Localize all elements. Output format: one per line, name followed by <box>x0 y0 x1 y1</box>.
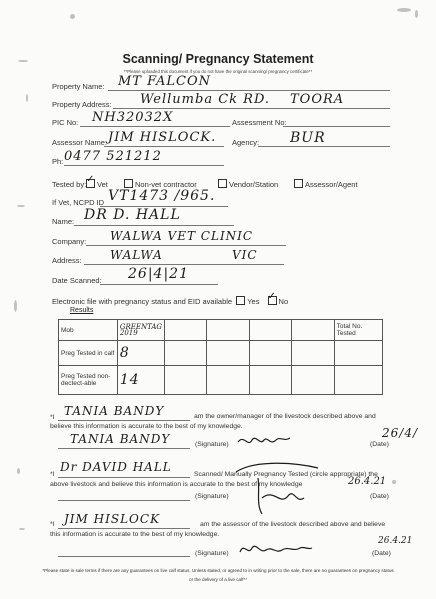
mob-value-cell <box>117 320 164 341</box>
assessor-name-label: Assessor Name: <box>52 138 108 147</box>
nonvet-option-label: Non-vet contractor <box>135 180 197 189</box>
row-value-cell <box>117 341 164 366</box>
electronic-file-label: Electronic file with pregnancy status and EID available <box>52 297 233 306</box>
table-cell <box>249 341 291 366</box>
declaration-3-signature-label: (Signature) <box>195 550 229 557</box>
mob-value: GREENTAG 2019 <box>119 323 162 337</box>
scan-speck <box>415 10 418 18</box>
table-cell <box>292 366 334 395</box>
table-cell <box>207 341 249 366</box>
pic-no-line <box>80 126 230 127</box>
declaration-1-text: am the owner/manager of the livestock described above and <box>194 413 376 420</box>
agency-label: Agency: <box>232 138 260 147</box>
results-table <box>58 319 383 395</box>
declaration-3-date: 26.4.21 <box>378 536 413 546</box>
date-scanned-line <box>100 284 218 285</box>
company-label: Company: <box>52 237 87 246</box>
declaration-1-signature <box>234 430 294 452</box>
agency-line <box>258 146 390 147</box>
declaration-1-print-name: TANIA BANDY <box>70 432 171 446</box>
phone-line <box>64 165 224 166</box>
table-cell <box>165 320 207 341</box>
property-name-label: Property Name: <box>52 82 105 91</box>
nonvet-checkbox[interactable] <box>124 179 133 188</box>
electronic-yes-checkbox[interactable] <box>236 296 245 305</box>
declaration-1-name: TANIA BANDY <box>64 404 165 418</box>
assessor-option-label: Assessor/Agent <box>305 180 358 189</box>
checkmark-icon: ✓ <box>267 291 277 302</box>
declaration-3-signature <box>236 540 316 558</box>
company-line <box>86 245 286 246</box>
declaration-1-name-line <box>58 420 190 421</box>
property-name-value: MT FALCON <box>118 74 212 89</box>
table-row <box>59 366 383 395</box>
declaration-1-date: 26/4/ <box>382 426 418 440</box>
phone-label: Ph: <box>52 157 64 166</box>
address-line <box>84 264 284 265</box>
table-cell <box>292 320 334 341</box>
declaration-3-print-line <box>58 556 190 557</box>
electronic-file-row <box>52 291 289 306</box>
electronic-no-checkbox[interactable] <box>267 291 277 305</box>
assessment-no-line <box>283 126 390 127</box>
declaration-3-date-label: (Date) <box>372 550 391 557</box>
row-label-cell: Preg Tested in calf <box>59 341 118 366</box>
property-address-value: Wellumba Ck RD. <box>140 92 271 107</box>
table-cell <box>292 341 334 366</box>
row-label-cell: Preg Tested non-dectect-able <box>59 366 118 395</box>
declaration-1-text2: believe this information is accurate to the best of my knowledge. <box>50 423 243 430</box>
total-tested-header: Total No. Tested <box>334 320 382 341</box>
checkmark-icon: ✓ <box>86 174 96 185</box>
declaration-1-marker: *I <box>50 414 55 421</box>
phone-value: 0477 521212 <box>64 149 162 164</box>
table-cell <box>165 366 207 395</box>
name-label: Name: <box>52 217 75 226</box>
electronic-no-label: No <box>278 297 289 306</box>
address-state: VIC <box>232 248 258 262</box>
non-detectable-value: 14 <box>119 372 140 388</box>
scan-speck <box>19 528 25 530</box>
assessor-checkbox[interactable] <box>294 179 303 188</box>
declaration-3-text2: this information is accurate to the best of my knowledge. <box>50 531 220 538</box>
pic-no-label: PIC No: <box>52 118 79 127</box>
scan-speck <box>17 205 25 207</box>
tested-by-label: Tested by: <box>52 180 87 189</box>
row-value-cell <box>117 366 164 395</box>
assessor-name-line <box>104 146 224 147</box>
tested-by-assessor-option[interactable] <box>294 179 358 189</box>
table-row <box>59 320 383 341</box>
assessment-no-label: Assessment No: <box>232 118 287 127</box>
declaration-2-text: Scanned/ Manually Pregnancy Tested (circle appropriate) the <box>194 471 378 478</box>
scan-speck <box>26 94 28 102</box>
address-label: Address: <box>52 256 82 265</box>
declaration-2-date: 26.4.21 <box>348 476 387 487</box>
page-title: Scanning/ Pregnancy Statement <box>122 52 314 66</box>
property-address-town: TOORA <box>290 92 345 107</box>
address-value: WALWA <box>110 248 163 262</box>
declaration-2-marker: *I <box>50 471 55 478</box>
declaration-3-name: JIM HISLOCK <box>64 512 161 526</box>
table-cell <box>207 366 249 395</box>
declaration-2-name-line <box>58 477 190 478</box>
scan-speck <box>392 480 396 484</box>
declaration-3-name-line <box>58 528 190 529</box>
agency-value: BUR <box>290 130 326 146</box>
in-calf-value: 8 <box>119 345 130 361</box>
company-value: WALWA VET CLINIC <box>110 229 254 243</box>
declaration-1-date-label: (Date) <box>370 441 389 448</box>
declaration-2-signature <box>234 458 324 518</box>
declaration-2-signature-label: (Signature) <box>195 493 229 500</box>
electronic-yes-label: Yes <box>247 297 260 306</box>
date-scanned-label: Date Scanned: <box>52 276 102 285</box>
name-value: DR D. HALL <box>84 207 181 223</box>
tested-by-vet-option[interactable] <box>86 174 108 189</box>
table-row <box>59 341 383 366</box>
declaration-1-signature-label: (Signature) <box>195 441 229 448</box>
ncpd-id-label: If Vet, NCPD ID <box>52 198 105 207</box>
property-address-line <box>113 108 390 109</box>
declaration-3-marker: *I <box>50 521 55 528</box>
vet-option-label: Vet <box>97 180 108 189</box>
name-line <box>74 225 234 226</box>
results-heading: Results <box>70 307 94 314</box>
footer-note: *Please state in sale terms if there are any guarantees on live calf status. Unless stated, or agreed to in writing prior to the sale, there are no guarantees on pregnancy status or the delivery of a live calf** <box>42 568 394 582</box>
page-subtitle: **Please uploaded this document if you do not have the original scanning/ pregnancy certificate** <box>123 69 313 74</box>
table-cell <box>334 366 382 395</box>
table-cell <box>249 366 291 395</box>
table-cell <box>165 341 207 366</box>
scan-speck <box>70 14 75 19</box>
scan-speck <box>397 8 411 12</box>
tested-by-vendor-option[interactable] <box>218 179 278 189</box>
pic-no-value: NH32032X <box>92 110 174 125</box>
declaration-1-print-line <box>58 448 190 449</box>
declaration-2-date-label: (Date) <box>370 493 389 500</box>
declaration-2-print-line <box>58 500 190 501</box>
vendor-option-label: Vendor/Station <box>229 180 279 189</box>
property-name-line <box>108 90 390 91</box>
mob-header-cell: Mob <box>59 320 118 341</box>
table-cell <box>207 320 249 341</box>
declaration-2-text2: above livestock and believe this information is accurate to the best of my knowledge <box>50 481 303 488</box>
property-address-label: Property Address: <box>52 100 112 109</box>
date-scanned-value: 26|4|21 <box>128 266 189 282</box>
vet-checkbox[interactable] <box>86 174 96 188</box>
table-cell <box>334 341 382 366</box>
assessor-name-value: JIM HISLOCK. <box>108 130 217 145</box>
ncpd-id-value: VT1473 /965. <box>108 188 216 204</box>
vendor-checkbox[interactable] <box>218 179 227 188</box>
declaration-2-name: Dr DAVID HALL <box>60 460 172 474</box>
table-cell <box>249 320 291 341</box>
declaration-3-text: am the assessor of the livestock described above and believe <box>200 521 386 528</box>
scan-speck <box>14 300 17 312</box>
scan-speck <box>17 468 20 474</box>
